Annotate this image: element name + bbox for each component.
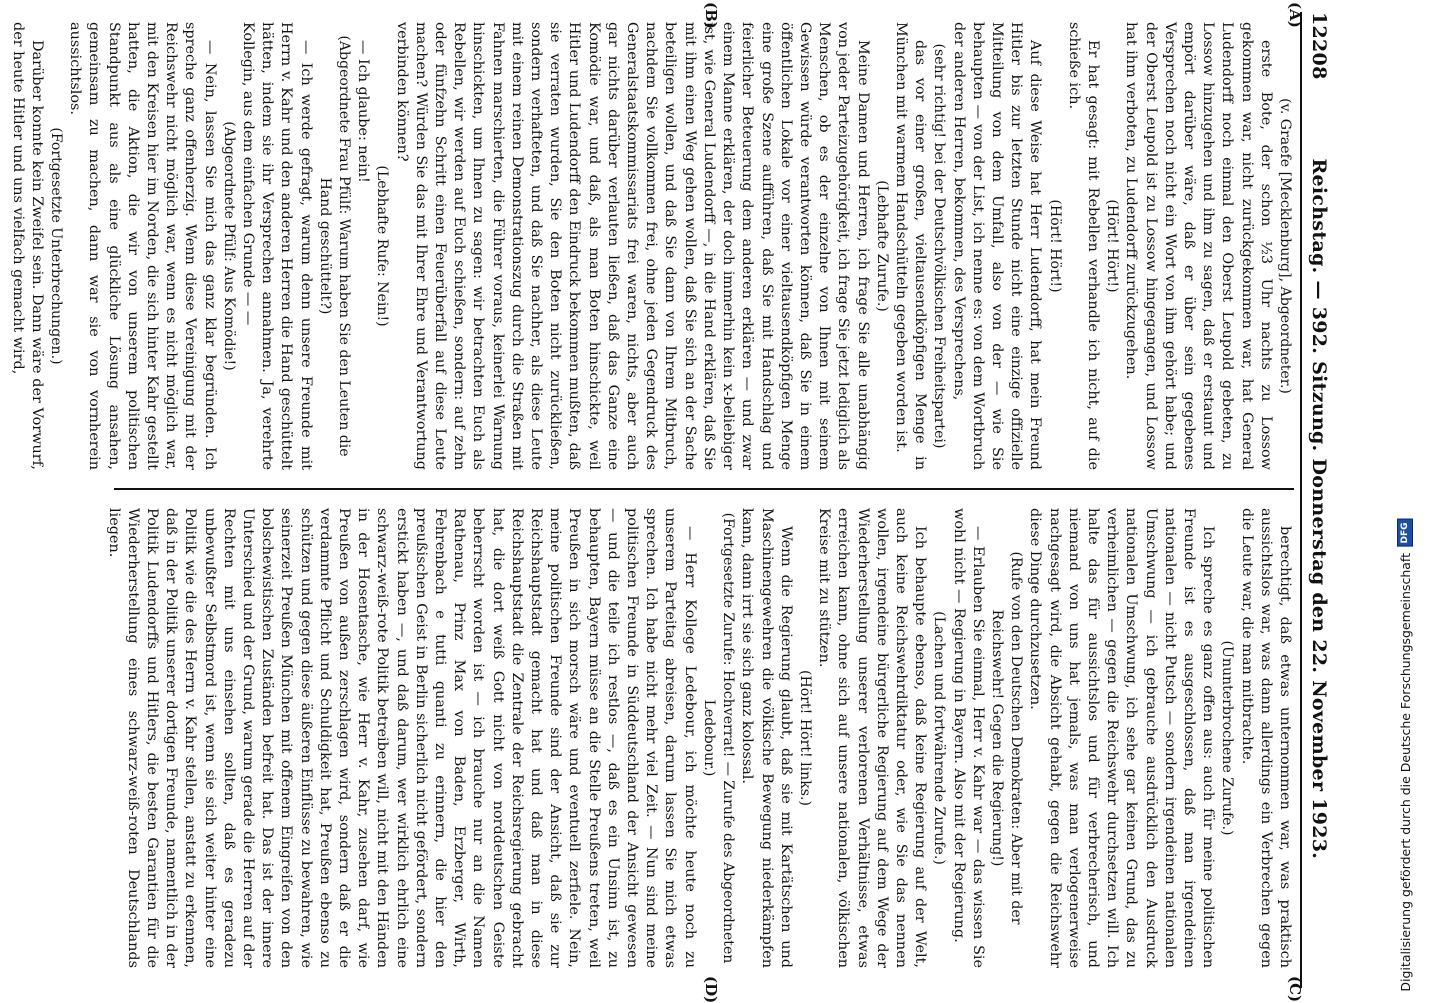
interjection: (sehr richtig! bei der Deutschvölkischen Freiheitspartei) — [931, 43, 948, 449]
paragraph: — Ich werde gefragt, warum denn unsere Freunde mit Herrn v. Kahr und den anderen Herren die Hand geschüttelt hätten, indem sie ihr Versprechen annahmen. Ja, verehrte Kollegin, aus dem einfachen Grunde — — — [240, 22, 314, 470]
page-number: 12208 — [1308, 12, 1330, 80]
margin-letter-b: (B) — [702, 2, 720, 29]
interjection: (Fortgesetzte Unterbrechungen.) — [48, 127, 64, 365]
interjection: (v. Graefe [Mecklenburg], Abgeordneter.) — [1277, 98, 1293, 394]
page-header — [1300, 12, 1336, 988]
paragraph: Ich spreche es ganz offen aus: auch für meine politischen Freunde ist es ausgeschlossen, daß man irgendeinen nationalen — nicht Putsch — sondern irgendeinen nationalen Umschwung — ich gebrauche ausdrücklich den Ausdruck nationalen Umschwung, ich sehe gar keinen Grund, das zu verheimlichen — gegen die Reichswehr durchsetzen will. Ich halte das für aussichtslos und für verbrecherisch, und niemand von uns hat jemals, was man verlogenerweise nachgesagt wird, die Absicht gehabt, gegen die Reichswehr diese Dinge durchzusetzen. — [1027, 508, 1217, 968]
margin-letter-c: (C) — [1286, 976, 1304, 1003]
column-divider — [114, 488, 1294, 490]
paragraph: Er hat gesagt: mit Rebellen verhandle ich nicht, auf die schieße ich. — [1065, 22, 1101, 470]
paragraph: — Nein, lassen Sie mich das ganz klar begründen. Ich spreche ganz offenherzig. Wenn diese Vereinigung mit der Reichswehr nicht möglich war, wenn es nicht möglich war, mit den Kreisen hier im Norden, die sich hinter Kahr gestellt hatten, die Aktion, die wir von unserem politischen Standpunkt aus als eine glückliche Lösung ansahen, gemeinsam zu machen, dann war sie von vornherein aussichtslos. — [67, 22, 218, 470]
interjection: (Lachen und fortwährende Zurufe.) — [931, 611, 948, 865]
interjection: (Lebhafte Rufe: Nein!) — [374, 165, 391, 327]
margin-letter-a: (A) — [1286, 2, 1304, 28]
paragraph: — Ich glaube: nein! — [355, 40, 372, 183]
left-column — [9, 22, 1294, 470]
paragraph: erste Bote, der schon ½3 Uhr nachts zu Lossow gekommen war, nicht zurückgekommen war, hat General Ludendorff noch einmal den Oberst Leupold gebeten, zu Lossow hinzugehen und ihm zu sagen, daß er erstaunt und empört darüber wäre, daß er über sein gegebenes Versprechen noch nicht ein Wort von ihm gehört habe; und der Oberst Leupold ist zu Lossow hingegangen, und Lossow hat ihm verboten, zu Ludendorff zurückzugehen. — [1123, 22, 1274, 470]
newspaper-page — [9, 0, 1340, 1003]
interjection: (Abgeordnete Pfülf: Aus Komödie!) — [220, 121, 237, 371]
interjection: (Lebhafte Zurufe.) — [873, 180, 890, 312]
page-title: Reichstag. — 392. Sitzung. Donnerstag den 22. November 1923. — [1308, 158, 1330, 860]
paragraph: Ich behaupte ebenso, daß keine Regierung auf der Welt, auch keine Reichswehrdiktatur oder, wie Sie das nennen wollen, irgendeine bürgerliche Regierung auf dem Wege der Wiederherstellung unserer verlorenen Verhältnisse, etwas erreichen kann, ohne sich auf unsere nationalen, völkischen Kreise mit zu stützen. — [816, 508, 929, 968]
paragraph: Darüber konnte kein Zweifel sein. Dann wäre der Vorwurf, der heute Hitler und uns vielfach gemacht wird, — [9, 22, 45, 470]
paragraph: — Erlauben Sie einmal, Herr v. Kahr war — das wissen Sie wohl nicht — Regierung in Bayern. Also mit der Regierung. — [950, 508, 986, 968]
interjection: (Rufe von den Deutschen Demokraten: Aber mit der Reichswehr! Gegen die Regierung!) — [988, 551, 1025, 925]
interjection: (Abgeordnete Frau Pfülf: Warum haben Sie den Leuten die Hand geschüttelt?) — [316, 35, 353, 457]
digitization-credit — [1390, 8, 1420, 992]
paragraph: berechtigt, daß etwas unternommen war, was praktisch aussichtslos war, was dann allerdings ein Verbrechen gegen die Leute war, die man mitbrachte. — [1238, 508, 1293, 968]
interjection: (Ununterbrochene Zurufe.) — [1219, 640, 1236, 836]
interjection: (Hört! Hört!) — [1104, 199, 1121, 293]
margin-letter-d: (D) — [702, 976, 720, 1003]
dfg-logo: DFG — [1397, 519, 1413, 547]
paragraph: — Herr Kollege Ledebour, ich möchte heute noch zu unserem Parteitag abreisen, darum lassen Sie mich etwas sprechen. Ich habe nicht mehr viel Zeit. — Nun sind meine politischen Freunde in Süddeutschland der Ansicht gewesen — und die teile ich restlos —, daß es ein Unsinn ist, zu behaupten, Bayern müsse an die Stelle Preußens treten, weil Preußen in sich morsch wäre und eventuell zerfiele. Nein, meine politischen Freunde sind der Ansicht, daß sie zur Reichshauptstadt gemacht hat und daß man in diese Reichshauptstadt die Zentrale der Reichsregierung gebracht hat, die dort weiß Gott nicht von norddeutschen Geiste beherrscht worden ist — ich brauche nur an die Namen Rathenau, Prinz Max von Baden, Erzberger, Wirth, Fehrenbach e tutti quanti zu erinnern, die hier den preußischen Geist in Berlin sicherlich nicht gefördert, sondern erstickt haben —, und daß darum, wer wirklich ehrlich eine schwarz-weiß-rote Politik betreiben will, nicht mit den Händen in der Hosentasche, wie Herr v. Kahr, zusehen darf, wie Preußen von außen zerschlagen wird, sondern daß er die verdammte Pflicht und Schuldigkeit hat, Preußen ebenso zu schützen und gegen diese äußeren Einflüsse zu bewahren, wie seinerzeit Preußen München mit offenem Eingreifen von den bolschewistischen Zuständen befreit hat. Das ist der innere Unterschied und der Grund, warum gerade die Herren auf der Rechten mit uns einsehen sollten, daß es geradezu unbewußter Selbstmord ist, wenn sie sich weiter hinter eine Politik wie die des Herrn v. Kahr stellen, anstatt zu erkennen, daß in der Politik unserer dortigen Freunde, namentlich in der Politik Ludendorffs und Hitlers, die besten Garantien für die Wiederherstellung eines schwarz-weiß-roten Deutschlands liegen. — [105, 508, 698, 968]
interjection: (Hört! Hört!) — [1046, 199, 1063, 293]
interjection: (Fortgesetzte Zurufe: Hochverrat! — Zurufe des Abgeordneten Ledebour.) — [700, 512, 737, 964]
right-column — [104, 508, 1294, 968]
interjection: (Hört! Hört! links.) — [796, 670, 813, 806]
credit-text: Digitalisierung gefördert durch die Deutsche Forschungsgemeinschaft — [1397, 553, 1413, 992]
paragraph: das vor einer großen, vieltausendköpfigen Menge in München mit warmem Handschütteln gegeben worden ist. — [892, 22, 929, 470]
paragraph: Wenn die Regierung glaubt, daß sie mit Kartätschen und Maschinengewehren die völkische Bewegung niederkämpfen kann, dann irrt sie sich ganz kolossal. — [739, 508, 794, 968]
paragraph: Auf diese Weise hat Herr Ludendorff, hat mein Freund Hitler bis zur letzten Stunde nicht eine einzige offizielle Mitteilung von dem Umfall, also von der — wie Sie behaupten — von der List, ich nenne es: von dem Wortbruch der anderen Herren, bekommen, des Versprechens, — [950, 22, 1044, 470]
paragraph: Meine Damen und Herren, ich frage Sie alle unabhängig von jeder Parteizugehörigkeit, ich frage Sie jetzt lediglich als Menschen, ob es der einzelne von Ihnen mit seinem Gewissen würde verantworten können, daß Sie in einem öffentlichen Lokale vor einer vieltausendköpfigen Menge eine große Szene aufführen, daß Sie mit Handschlag und feierlicher Beteuerung dem anderen erklären — und zwar einem Manne erklären, der doch immerhin kein x-beliebiger ist, wie General Ludendorff —, in die Hand erklären, daß Sie mit ihm einen Weg gehen wollen, daß Sie sich an der Sache beteiligen wollen, und daß Sie dann von Ihrem Mitbruch, nachdem Sie vollkommen frei, ohne jeden Gegendruck des Generalstaatskommissariats frei waren, nichts, aber auch gar nichts darüber verlauten ließen, daß das Ganze eine Komödie war, und daß, als man Boten hinschickte, weil Hitler und Ludendorff den Eindruck bekommen mußten, daß sie verraten wurden, Sie den Boten nicht zurückließen, sondern verhafteten, und daß Sie nachher, als diese Leute mit einem reinen Demonstrationszug durch die Straßen mit Fahnen marschierten, die Führer voraus, keinerlei Warnung hinschickten, um Ihnen zu sagen: wir betrachten Euch als Rebellen, wir werden auf Euch schießen, sondern: auf zehn oder fünfzehn Schritt einen Feuerüberfall auf diese Leute machen? Würden Sie das mit Ihrer Ehre und Verantwortung verbinden können? — [393, 22, 871, 470]
